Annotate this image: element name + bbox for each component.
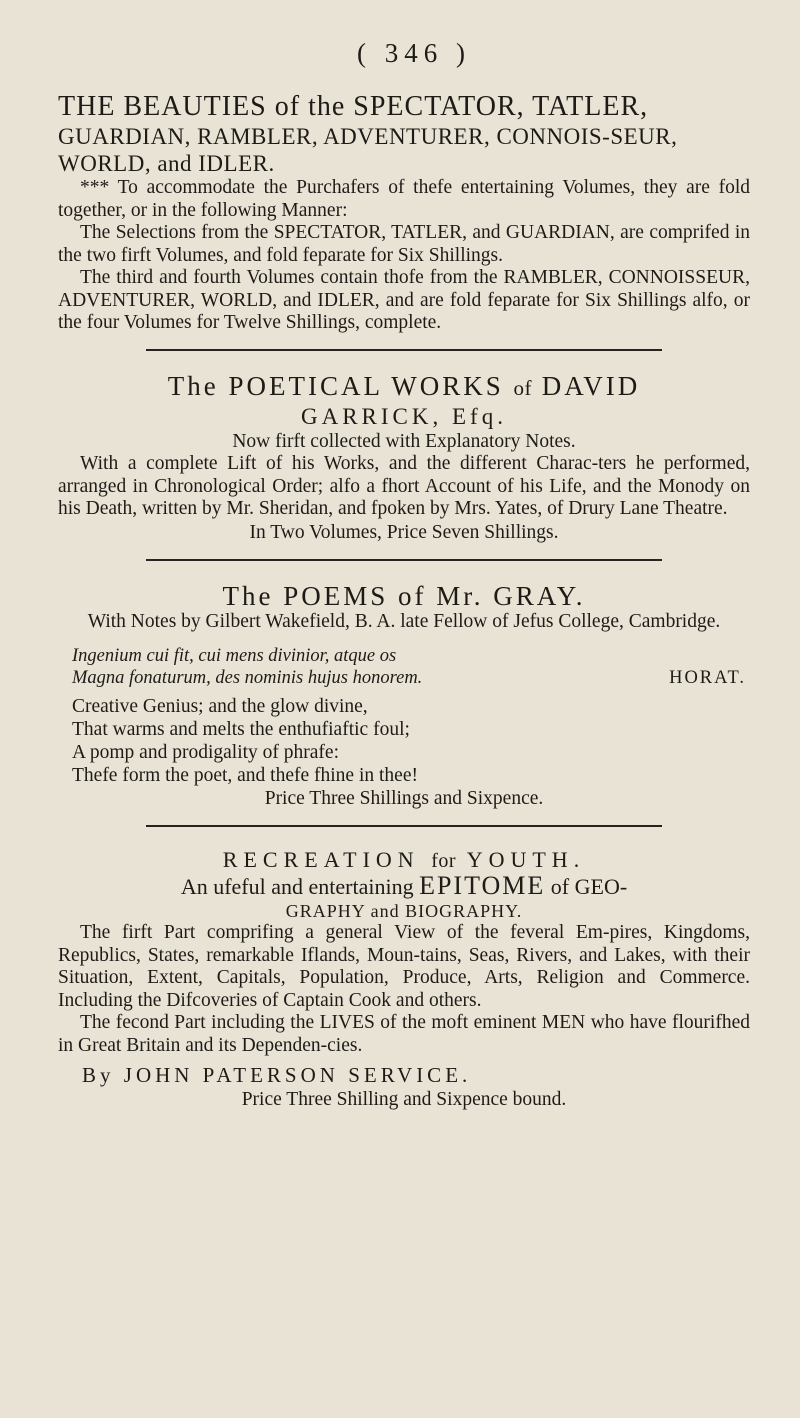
recreation-heading-a: RECREATION bbox=[222, 847, 420, 872]
verse-line: A pomp and prodigality of phrafe: bbox=[72, 742, 339, 763]
beauties-title: THE BEAUTIES of the SPECTATOR, TATLER, bbox=[58, 91, 649, 122]
garrick-description: With a complete Lift of his Works, and the different Charac-ters he performed, arranged in Chronological Order; alfo a fhort Account of his Life, and the Monody on his Death, written by Mr. Sheridan, and fpoken by Mrs. Yates, of Drury Lane Theatre. bbox=[58, 453, 750, 519]
latin-epigraph bbox=[72, 645, 750, 689]
recreation-price: Price Three Shilling and Sixpence bound. bbox=[241, 1089, 567, 1110]
garrick-notes-line: Now firft collected with Explanatory Notes. bbox=[232, 430, 576, 452]
beauties-title-continued: GUARDIAN, RAMBLER, ADVENTURER, CONNOIS-SEUR, WORLD, and IDLER. bbox=[58, 124, 678, 176]
garrick-heading-main: The POETICAL WORKS bbox=[167, 370, 504, 401]
divider-rule bbox=[146, 825, 662, 827]
recreation-heading-for: for bbox=[431, 850, 457, 872]
recreation-second-part: The fecond Part including the LIVES of the moft eminent MEN who have flourifhed in Great Britain and its Dependen-cies. bbox=[58, 1012, 750, 1056]
author-name: JOHN PATERSON SERVICE. bbox=[123, 1063, 472, 1087]
author-line bbox=[82, 1063, 750, 1088]
epitome-post: of GEO- bbox=[550, 874, 628, 899]
epitome-pre: An ufeful and entertaining bbox=[180, 874, 414, 899]
divider-rule bbox=[146, 559, 662, 561]
garrick-section bbox=[58, 371, 750, 545]
recreation-section bbox=[58, 847, 750, 1112]
beauties-volumes-3-4: The third and fourth Volumes contain thofe from the RAMBLER, CONNOISSEUR, ADVENTURER, WORLD, and IDLER, and are fold feparate for Six Shillings alfo, or the four Volumes for Twelve Shillings, complete. bbox=[58, 267, 750, 333]
garrick-price: In Two Volumes, Price Seven Shillings. bbox=[249, 521, 559, 543]
gray-notes: With Notes by Gilbert Wakefield, B. A. late Fellow of Jefus College, Cambridge. bbox=[87, 610, 721, 632]
page-number: ( 346 ) bbox=[357, 38, 471, 68]
recreation-heading-b: YOUTH. bbox=[466, 847, 586, 872]
garrick-heading-of: of bbox=[513, 375, 532, 400]
verse-line: Creative Genius; and the glow divine, bbox=[72, 696, 368, 717]
recreation-heading bbox=[58, 847, 750, 873]
beauties-section bbox=[58, 91, 750, 335]
verse-line: That warms and melts the enthufiaftic foul; bbox=[72, 719, 410, 740]
recreation-first-part: The firft Part comprifing a general View of the feveral Em-pires, Kingdoms, Republics, States, remarkable Iflands, Moun-tains, Seas, Rivers, and Lakes, with their Situation, Extent, Capitals, Population, Produce, Arts, Religion and Commerce. Including the Difcoveries of Captain Cook and others. bbox=[58, 922, 750, 1011]
beauties-volumes-1-2: The Selections from the SPECTATOR, TATLER, and GUARDIAN, are comprifed in the two firft Volumes, and fold feparate for Six Shillings. bbox=[58, 222, 750, 266]
latin-line-2 bbox=[72, 667, 750, 689]
garrick-subheading: GARRICK, Efq. bbox=[301, 403, 507, 429]
latin-line-1: Ingenium cui fit, cui mens divinior, atque os bbox=[72, 646, 397, 666]
epitome-line bbox=[58, 873, 750, 900]
geography-biography-line: GRAPHY and BIOGRAPHY. bbox=[285, 901, 523, 921]
epitome-word: EPITOME bbox=[419, 871, 546, 900]
english-verse bbox=[72, 695, 750, 787]
gray-heading: The POEMS of Mr. GRAY. bbox=[222, 580, 586, 611]
author-by: By bbox=[82, 1063, 115, 1087]
gray-price: Price Three Shillings and Sixpence. bbox=[264, 788, 544, 809]
garrick-heading-name: DAVID bbox=[541, 370, 641, 401]
verse-line: Thefe form the poet, and thefe fhine in thee! bbox=[72, 765, 418, 786]
garrick-heading bbox=[58, 371, 750, 403]
gray-section bbox=[58, 581, 750, 812]
latin-line-2-text: Magna fonaturum, des nominis hujus honorem. bbox=[72, 668, 423, 688]
divider-rule bbox=[146, 349, 662, 351]
beauties-note: *** To accommodate the Purchafers of thefe entertaining Volumes, they are fold together, or in the following Manner: bbox=[58, 177, 750, 221]
latin-attribution: HORAT. bbox=[669, 668, 746, 688]
